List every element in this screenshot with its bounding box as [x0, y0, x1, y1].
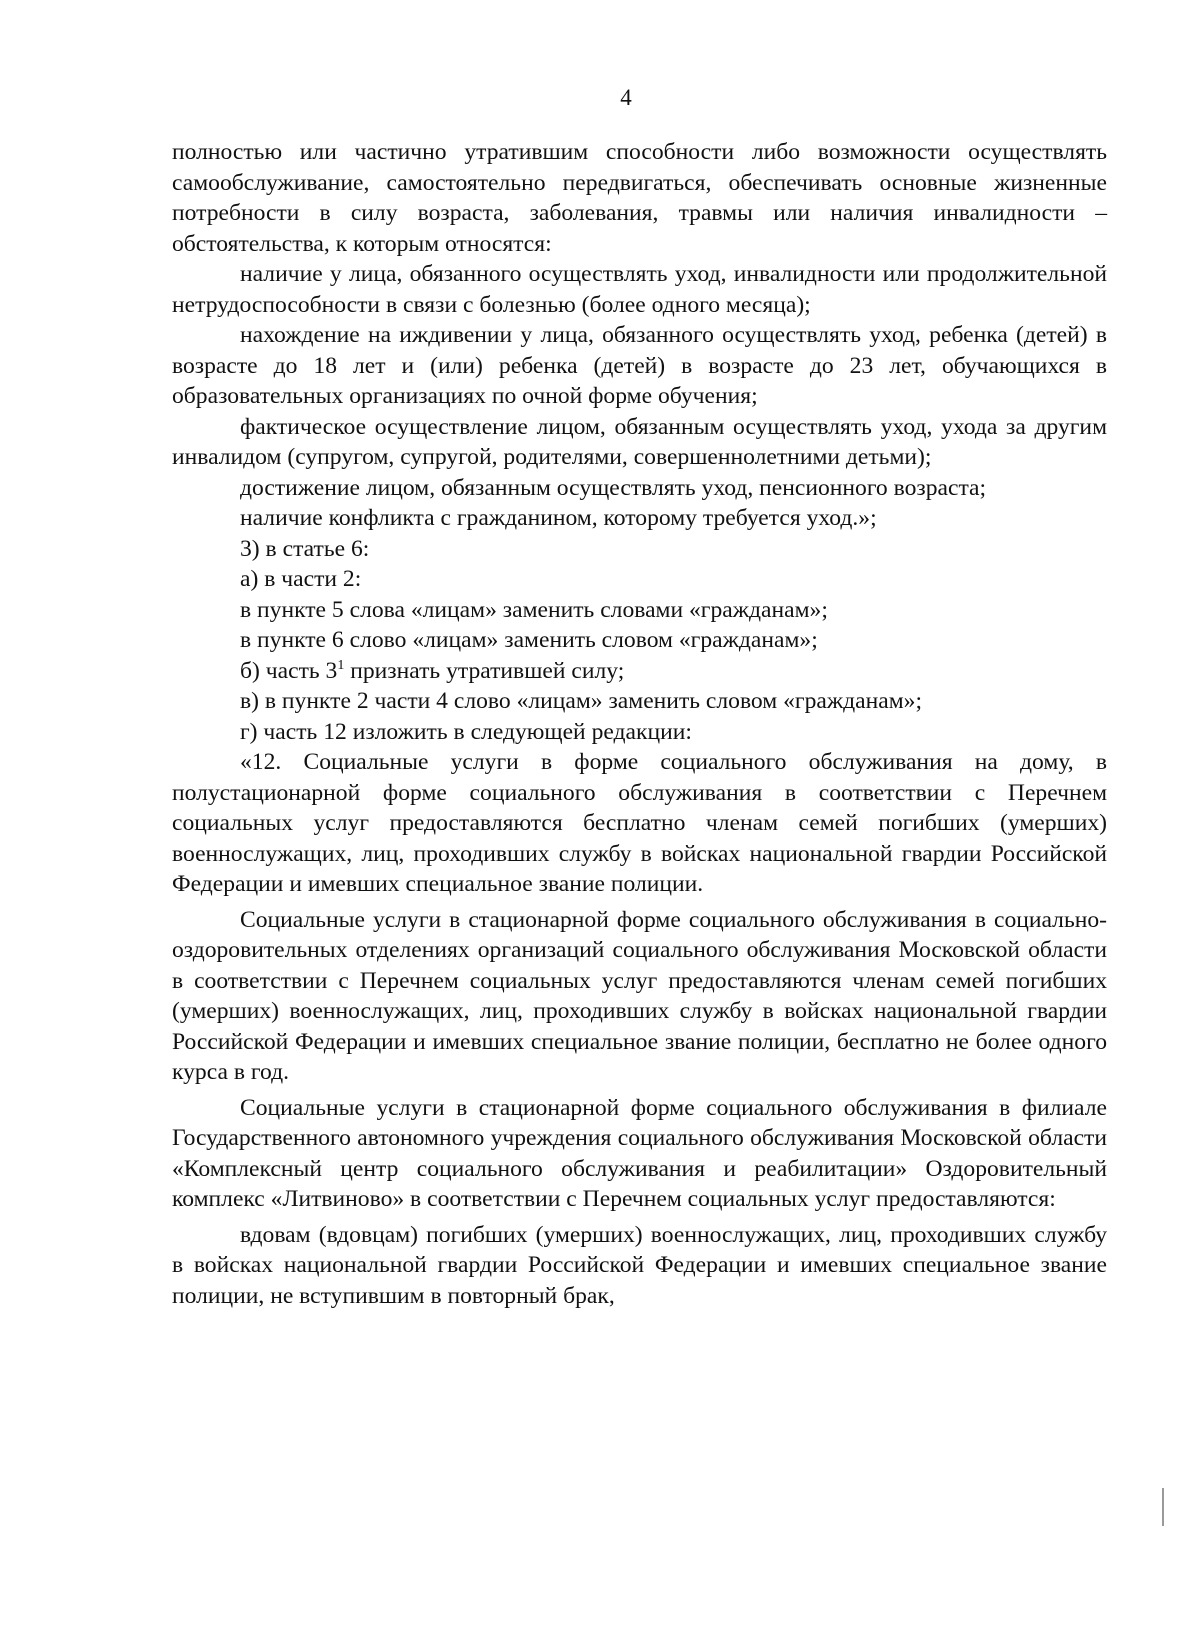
paragraph: «12. Социальные услуги в форме социального обслуживания на дому, в полустационарной форме социального обслуживания в соответствии с Перечнем социальных услуг предоставляются бесплатно членам семей погибших (умерших) военнослужащих, лиц, проходивших службу в войсках национальной гвардии Российской Федерации и имевших специальное звание полиции.: [172, 749, 1107, 897]
page-number: 4: [620, 85, 632, 110]
paragraph: Социальные услуги в стационарной форме социального обслуживания в социально-оздоровительных отделениях организаций социального обслуживания Московской области в соответствии с Перечнем социальных услуг предоставляются членам семей погибших (умерших) военнослужащих, лиц, проходивших службу в войсках национальной гвардии Российской Федерации и имевших специальное звание полиции, бесплатно не более одного курса в год.: [172, 906, 1107, 1085]
paragraph: фактическое осуществление лицом, обязанным осуществлять уход, ухода за другим инвалидом (супругом, супругой, родителями, совершеннолетними детьми);: [172, 413, 1107, 470]
document-body: [172, 137, 1107, 1311]
paragraph: наличие конфликта с гражданином, которому требуется уход.»;: [240, 505, 877, 531]
paragraph: а) в части 2:: [240, 566, 362, 592]
superscript: 1: [337, 657, 345, 673]
paragraph: в) в пункте 2 части 4 слово «лицам» заменить словом «гражданам»;: [240, 688, 923, 714]
paragraph: в пункте 5 слова «лицам» заменить словами «гражданам»;: [240, 596, 828, 623]
paragraph: наличие у лица, обязанного осуществлять уход, инвалидности или продолжительной нетрудоспособности в связи с болезнью (более одного месяца);: [172, 261, 1107, 318]
paragraph-text: признать утратившей силу;: [344, 657, 625, 684]
scan-edge-mark: [1162, 1488, 1164, 1526]
paragraph: достижение лицом, обязанным осуществлять уход, пенсионного возраста;: [240, 474, 987, 501]
paragraph: нахождение на иждивении у лица, обязанного осуществлять уход, ребенка (детей) в возрасте до 18 лет и (или) ребенка (детей) в возрасте до 23 лет, обучающихся в образовательных организациях по очной форме обучения;: [172, 322, 1107, 409]
paragraph: Социальные услуги в стационарной форме социального обслуживания в филиале Государственного автономного учреждения социального обслуживания Московской области «Комплексный центр социального обслуживания и реабилитации» Оздоровительный комплекс «Литвиново» в соответствии с Перечнем социальных услуг предоставляются:: [172, 1094, 1107, 1212]
paragraph: г) часть 12 изложить в следующей редакции:: [240, 718, 692, 745]
paragraph-text: б) часть 3: [240, 657, 338, 684]
paragraph: вдовам (вдовцам) погибших (умерших) военнослужащих, лиц, проходивших службу в войсках национальной гвардии Российской Федерации и имевших специальное звание полиции, не вступившим в повторный брак,: [172, 1221, 1107, 1309]
paragraph: 3) в статье 6:: [240, 535, 370, 562]
paragraph: [172, 656, 1107, 687]
paragraph: полностью или частично утратившим способности либо возможности осуществлять самообслуживание, самостоятельно передвигаться, обеспечивать основные жизненные потребности в силу возраста, заболевания, травмы или наличия инвалидности – обстоятельства, к которым относятся:: [172, 139, 1107, 257]
paragraph: в пункте 6 слово «лицам» заменить словом «гражданам»;: [240, 627, 818, 653]
